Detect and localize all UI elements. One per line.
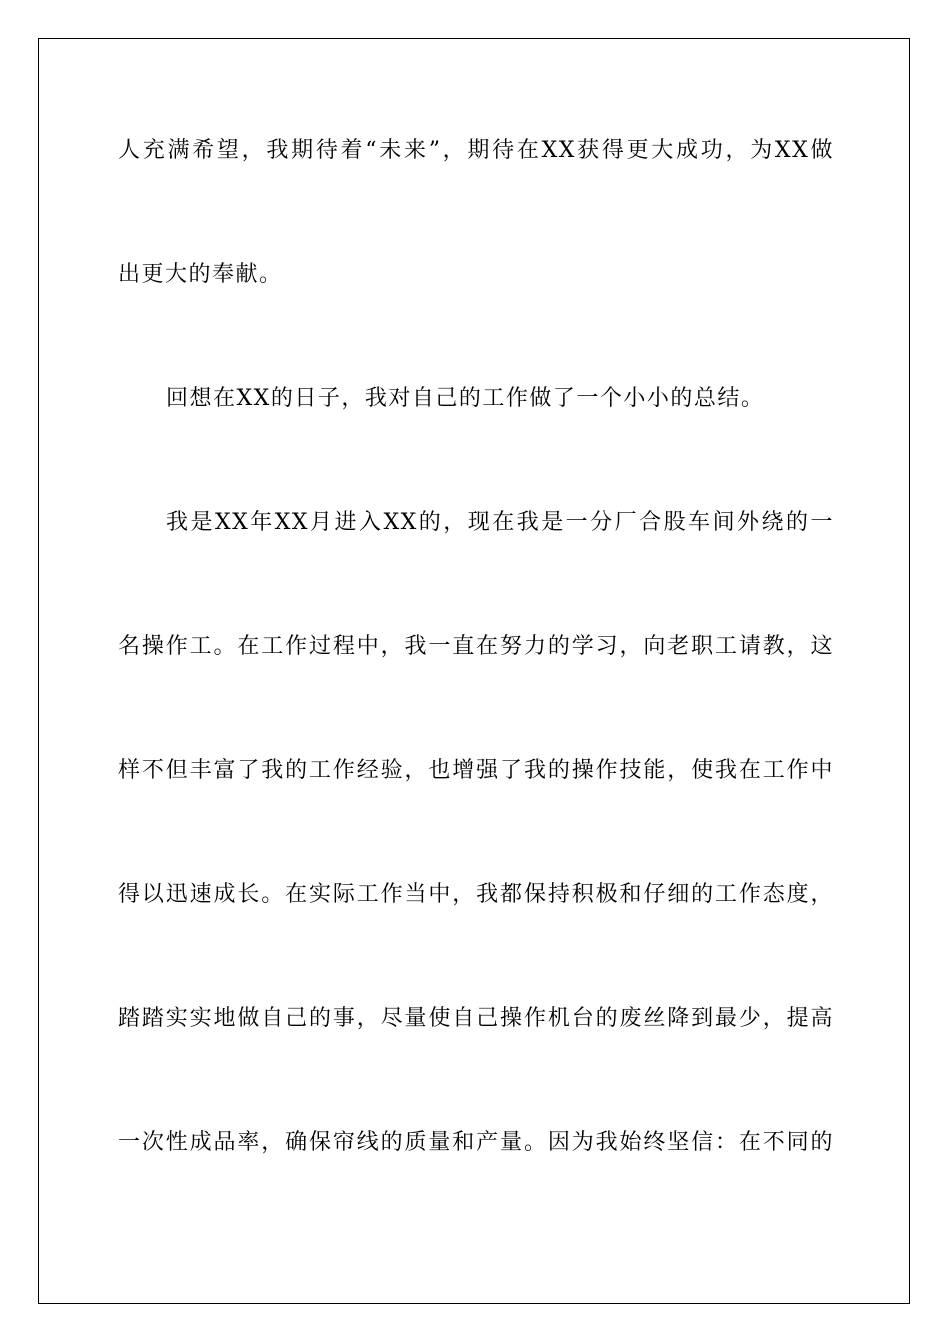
text-line-2: 出更大的奉献。 <box>118 262 283 287</box>
text-line-3: 回想在XX的日子，我对自己的工作做了一个小小的总结。 <box>166 386 765 411</box>
page-border <box>38 38 910 1304</box>
text-line-6: 样不但丰富了我的工作经验，也增强了我的操作技能，使我在工作中 <box>118 758 834 783</box>
text-line-5: 名操作工。在工作过程中，我一直在努力的学习，向老职工请教，这 <box>118 634 834 659</box>
text-line-7: 得以迅速成长。在实际工作当中，我都保持积极和仔细的工作态度， <box>118 882 834 907</box>
text-line-4: 我是XX年XX月进入XX的，现在我是一分厂合股车间外绕的一 <box>166 510 834 535</box>
text-line-9: 一次性成品率，确保帘线的质量和产量。因为我始终坚信：在不同的 <box>118 1130 834 1155</box>
text-line-8: 踏踏实实地做自己的事，尽量使自己操作机台的废丝降到最少，提高 <box>118 1006 834 1031</box>
text-line-1: 人充满希望，我期待着“未来”，期待在XX获得更大成功，为XX做 <box>118 138 834 163</box>
